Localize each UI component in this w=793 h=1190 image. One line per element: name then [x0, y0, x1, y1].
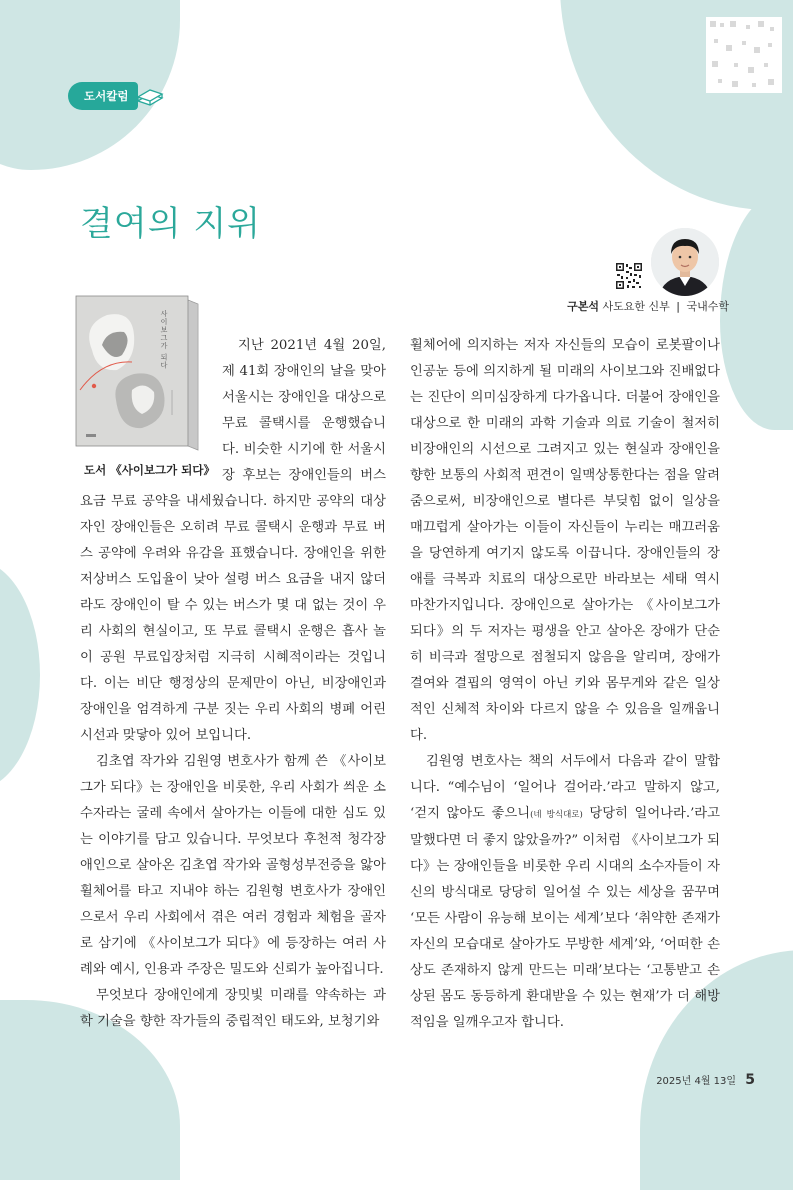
paragraph	[410, 749, 720, 1036]
issue-date: 2025년 4월 13일	[656, 1076, 737, 1087]
book-caption: 도서 《사이보그가 되다》	[84, 463, 215, 477]
author-divider: |	[676, 300, 680, 313]
paragraph: 김초엽 작가와 김원영 변호사가 함께 쓴 《사이보그가 되다》는 장애인을 비롯한, 우리 사회가 씌운 소수자라는 굴레 속에서 살아가는 이들에 대한 심도 있는 이야기를 담고 있습니다. 무엇보다 후천적 청각장애인으로 살아온 김초엽 작가와 골형성부전증을 앓아 휠체어를 타고 지내야 하는 김원형 변호사가 장애인으로서 우리 사회에서 겪은 여러 경험과 체험을 골자로 삼기에 《사이보그가 되다》에 등장하는 여러 사례와 예시, 인용과 주장은 밀도와 신뢰가 높아집니다.	[80, 754, 386, 977]
corner-code-box	[706, 17, 782, 93]
section-badge	[68, 82, 164, 110]
page-number: 5	[745, 1072, 755, 1088]
qr-code-icon[interactable]	[615, 262, 643, 290]
author-name: 구본석	[567, 300, 599, 313]
author-portrait	[651, 228, 719, 296]
cover-spacer	[80, 333, 222, 489]
page-footer	[656, 1072, 755, 1088]
book-cover-title: 사이보그가 되다	[160, 310, 168, 370]
body-column-right	[410, 333, 720, 1036]
bg-blob-left	[0, 560, 40, 790]
author-role: 사도요한 신부	[602, 300, 670, 313]
author-dept: 국내수학	[686, 300, 729, 313]
quote-text-continued: 당당히 일어나라.’라고 말했다면 더 좋지 않았을까?” 이처럼 《사이보그가 되다》는 장애인들을 비롯한 우리 시대의 소수자들이 자신의 방식대로 당당히 일어설 수 있는 세상을 꿈꾸며 ‘모든 사람이 유능해 보이는 세계’보다 ‘취약한 존재가 자신의 모습대로 살아가도 무방한 세계’와, ‘어떠한 손상도 존재하지 않게 만드는 미래’보다는 ‘고통받고 손상된 몸도 동등하게 환대받을 수 있는 현재’가 더 해방적임을 일깨우고자 합니다.	[410, 806, 720, 1030]
quote-aside: (네 방식대로)	[530, 810, 583, 820]
paragraph: 지난 2021년 4월 20일, 제 41회 장애인의 날을 맞아 서울시는 장애인을 대상으로 무료 콜택시를 운행했습니다. 비슷한 시기에 한 서울시장 후보는 장애인들의 버스 요금 무료 공약을 내세웠습니다. 하지만 공약의 대상자인 장애인들은 오히려 무료 콜택시 운행과 무료 버스 공약에 우려와 유감을 표했습니다. 장애인을 위한 저상버스 도입율이 낮아 설령 버스 요금을 내지 않더라도 장애인이 탈 수 있는 버스가 몇 대 없는 것이 우리 사회의 현실이고, 또 무료 콜택시 운행은 흡사 놀이 공원 무료입장처럼 지극히 시혜적이라는 것입니다. 이는 비단 행정상의 문제만이 아닌, 비장애인과 장애인을 엄격하게 구분 짓는 우리 사회의 병폐 어린 시선과 맞닿아 있어 보입니다.	[80, 338, 386, 743]
body-column-left	[80, 333, 386, 1035]
paragraph: 무엇보다 장애인에게 장밋빛 미래를 약속하는 과학 기술을 향한 작가들의 중립적인 태도와, 보청기와	[80, 988, 386, 1029]
bg-blob-right	[720, 190, 793, 430]
books-icon	[136, 85, 164, 107]
section-badge-label: 도서칼럼	[68, 82, 138, 110]
paragraph: 휠체어에 의지하는 저자 자신들의 모습이 로봇팔이나 인공눈 등에 의지하게 될 미래의 사이보그와 진배없다는 진단이 의미심장하게 다가옵니다. 더불어 장애인을 대상으로 한 미래의 과학 기술과 의료 기술이 철저히 비장애인의 시선으로 그려지고 있는 현실과 장애인을 향한 보통의 사회적 편견이 일맥상통한다는 점을 알려줌으로써, 비장애인으로 별다른 부딪힘 없이 일상을 매끄럽게 살아가는 이들이 자신들이 누리는 매끄러움을 당연하게 여기지 않도록 이끕니다. 장애인들의 장애를 극복과 치료의 대상으로만 바라보는 세태 역시 마찬가지입니다. 장애인으로 살아가는 《사이보그가 되다》의 두 저자는 평생을 안고 살아온 장애가 단순히 비극과 절망으로 점철되지 않음을 알리며, 장애가 결여와 결핍의 영역이 아닌 키와 몸무게와 같은 일상적인 신체적 차이와 다르지 않을 수 있음을 일깨웁니다.	[410, 338, 720, 743]
author-byline	[567, 298, 729, 314]
article-title: 결여의 지위	[80, 204, 262, 244]
quote-text: 김원영 변호사는 책의 서두에서 다음과 같이 말합니다. “예수님이 ‘일어나 걸어라.’라고 말하지 않고, ‘걷지 않아도 좋으니	[410, 754, 720, 821]
